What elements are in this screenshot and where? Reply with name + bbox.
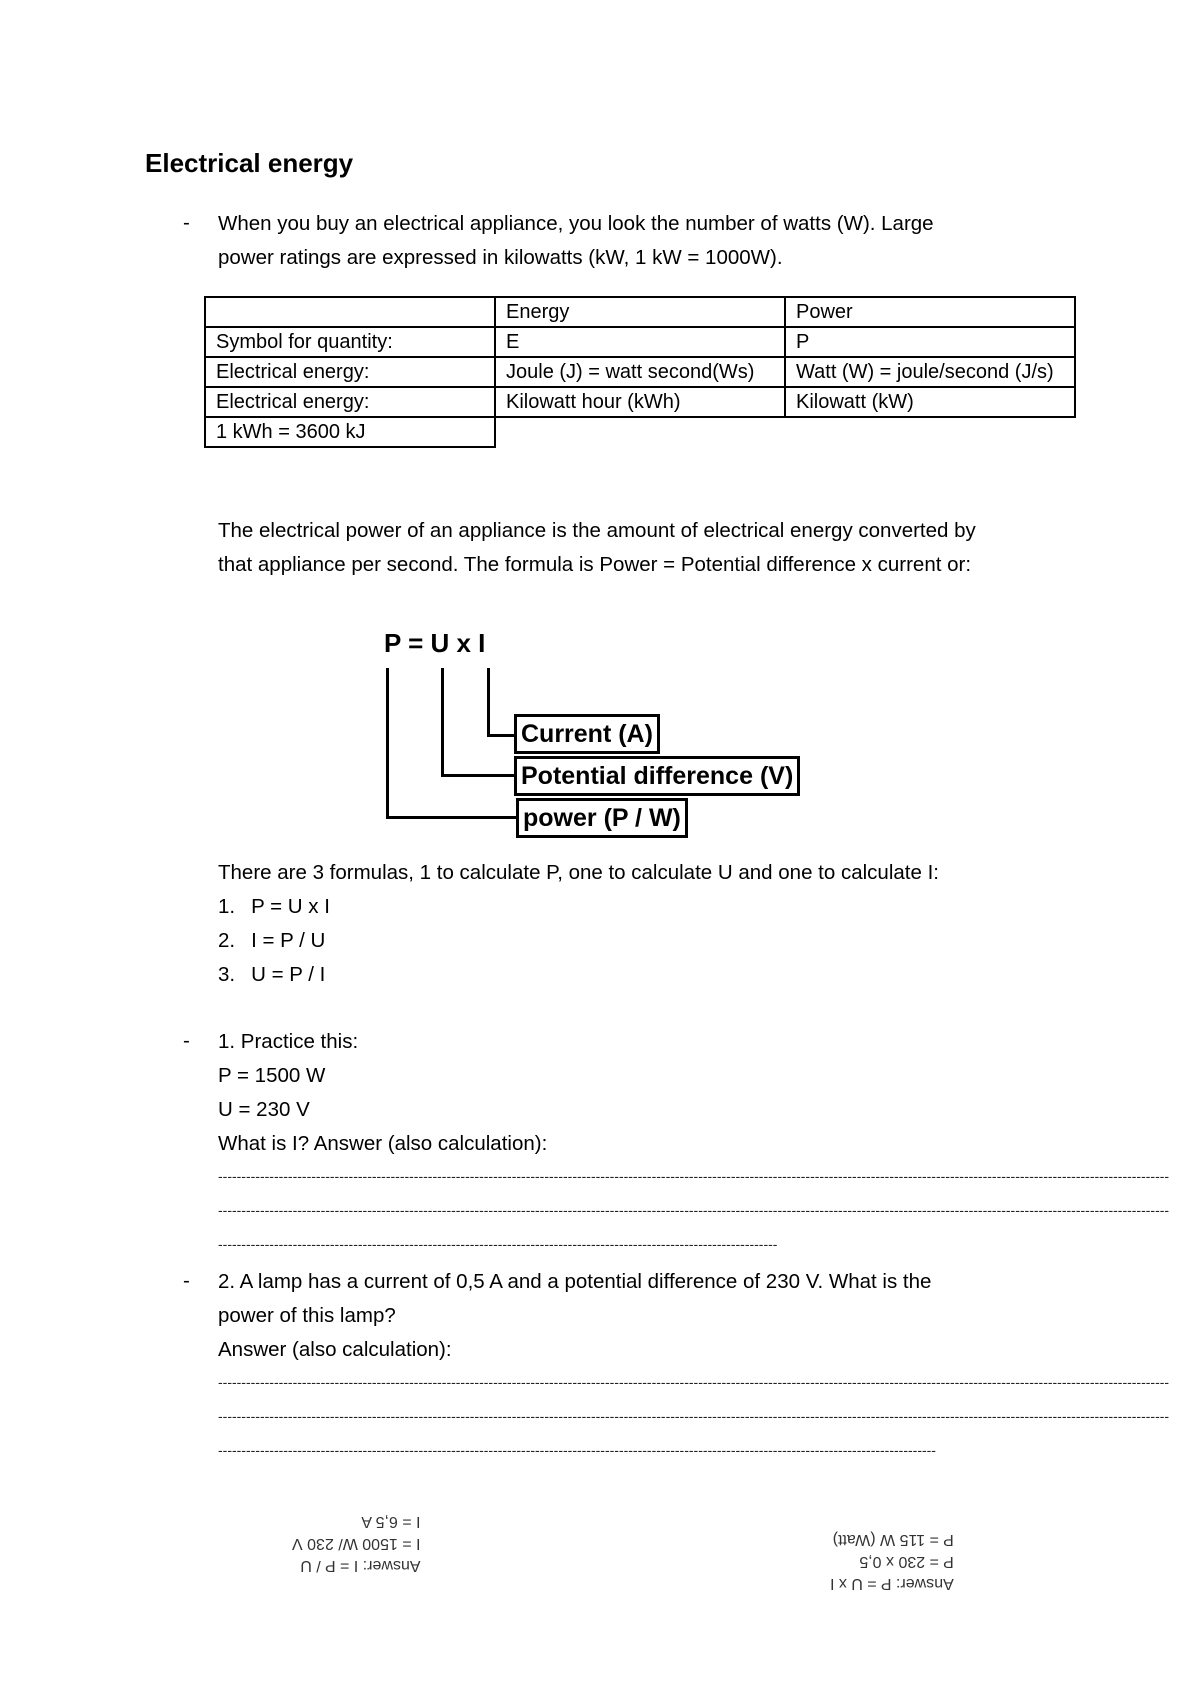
table-footer-row <box>205 417 1075 447</box>
formula-item-2 <box>218 924 325 958</box>
exercise-1-u: U = 230 V <box>218 1098 310 1121</box>
table-row <box>205 387 1075 417</box>
exercise-1-question: What is I? Answer (also calculation): <box>218 1132 548 1155</box>
answer-text: Answer: I = P / U <box>300 1557 421 1574</box>
answer-text: I = 6,5 A <box>361 1513 421 1530</box>
answer-text: Answer: P = U x I <box>830 1575 954 1592</box>
connector-line-u <box>441 668 444 776</box>
table-cell: Kilowatt (kW) <box>785 387 1075 417</box>
table-row <box>205 357 1075 387</box>
intro-line-2: power ratings are expressed in kilowatts (kW, 1 kW = 1000W). <box>218 246 783 269</box>
exercise-2-answer-label: Answer (also calculation): <box>218 1338 452 1361</box>
exercise-2-line-2: power of this lamp? <box>218 1304 396 1327</box>
answer-text: P = 230 x 0,5 <box>859 1553 954 1570</box>
formula-text: U = P / I <box>251 963 326 986</box>
exercise-1-heading: 1. Practice this: <box>218 1030 359 1053</box>
upside-down-answers-left <box>292 1510 421 1576</box>
formula-main: P = U x I <box>384 628 486 658</box>
table-cell: P <box>785 327 1075 357</box>
explain-line-2: that appliance per second. The formula is Power = Potential difference x current or: <box>218 553 972 576</box>
formula-number: 3. <box>218 963 236 986</box>
answer-text: P = 115 W (Watt) <box>832 1531 954 1548</box>
connector-line-i <box>487 668 490 736</box>
formulas-intro: There are 3 formulas, 1 to calculate P, one to calculate U and one to calculate I: <box>218 861 939 884</box>
table-cell: Electrical energy: <box>205 387 495 417</box>
connector-arm-u <box>441 774 517 777</box>
upside-down-answers-right <box>830 1528 954 1594</box>
bullet-dash: - <box>183 211 190 234</box>
table-cell: Electrical energy: <box>205 357 495 387</box>
connector-arm-p <box>386 816 517 819</box>
formula-text: P = U x I <box>251 895 330 918</box>
connector-line-p <box>386 668 389 818</box>
answer-line[interactable]: ---------------------------------------------------------------------------------------------------------------------------------------------------------- <box>218 1442 936 1458</box>
explain-line-1: The electrical power of an appliance is the amount of electrical energy converted by <box>218 519 976 542</box>
table-cell: Symbol for quantity: <box>205 327 495 357</box>
formula-number: 2. <box>218 929 236 952</box>
answer-line[interactable]: ------------------------------------------------------------------------------------------------------------------------------------------------------------------------------------------------------------ <box>218 1202 1170 1218</box>
table-footer-cell: 1 kWh = 3600 kJ <box>205 417 495 447</box>
intro-line-1: When you buy an electrical appliance, you look the number of watts (W). Large <box>218 212 934 235</box>
exercise-2-line-1: 2. A lamp has a current of 0,5 A and a potential difference of 230 V. What is the <box>218 1270 932 1293</box>
bullet-dash: - <box>183 1029 190 1052</box>
table-row <box>205 327 1075 357</box>
table-cell: Watt (W) = joule/second (J/s) <box>785 357 1075 387</box>
answer-line[interactable]: ------------------------------------------------------------------------------------------------------------------------------------------------------------------------------------------------------------ <box>218 1374 1170 1390</box>
table-header-cell: Energy <box>495 297 785 327</box>
answer-line[interactable]: ------------------------------------------------------------------------------------------------------------------------------------------------------------------------------------------------------------ <box>218 1168 1170 1184</box>
exercise-1-p: P = 1500 W <box>218 1064 326 1087</box>
label-current: Current (A) <box>514 714 660 754</box>
formula-item-3 <box>218 958 325 992</box>
label-power: power (P / W) <box>516 798 688 838</box>
answer-line[interactable]: ------------------------------------------------------------------------------------------------------------------------ <box>218 1236 778 1252</box>
label-potential-difference: Potential difference (V) <box>514 756 800 796</box>
connector-arm-i <box>487 734 517 737</box>
table-cell: E <box>495 327 785 357</box>
table-cell: Kilowatt hour (kWh) <box>495 387 785 417</box>
formula-number: 1. <box>218 895 236 918</box>
bullet-dash: - <box>183 1269 190 1292</box>
answer-text: I = 1500 W/ 230 V <box>292 1535 421 1552</box>
table-empty-cell <box>785 417 1075 447</box>
formula-item-1 <box>218 890 330 924</box>
table-header-cell: Power <box>785 297 1075 327</box>
page-title: Electrical energy <box>145 148 354 178</box>
table-empty-cell <box>495 417 785 447</box>
table-cell: Joule (J) = watt second(Ws) <box>495 357 785 387</box>
formula-text: I = P / U <box>251 929 326 952</box>
table-header-row <box>205 297 1075 327</box>
units-table <box>204 296 1076 448</box>
answer-line[interactable]: ------------------------------------------------------------------------------------------------------------------------------------------------------------------------------------------------------------ <box>218 1408 1170 1424</box>
table-header-cell <box>205 297 495 327</box>
